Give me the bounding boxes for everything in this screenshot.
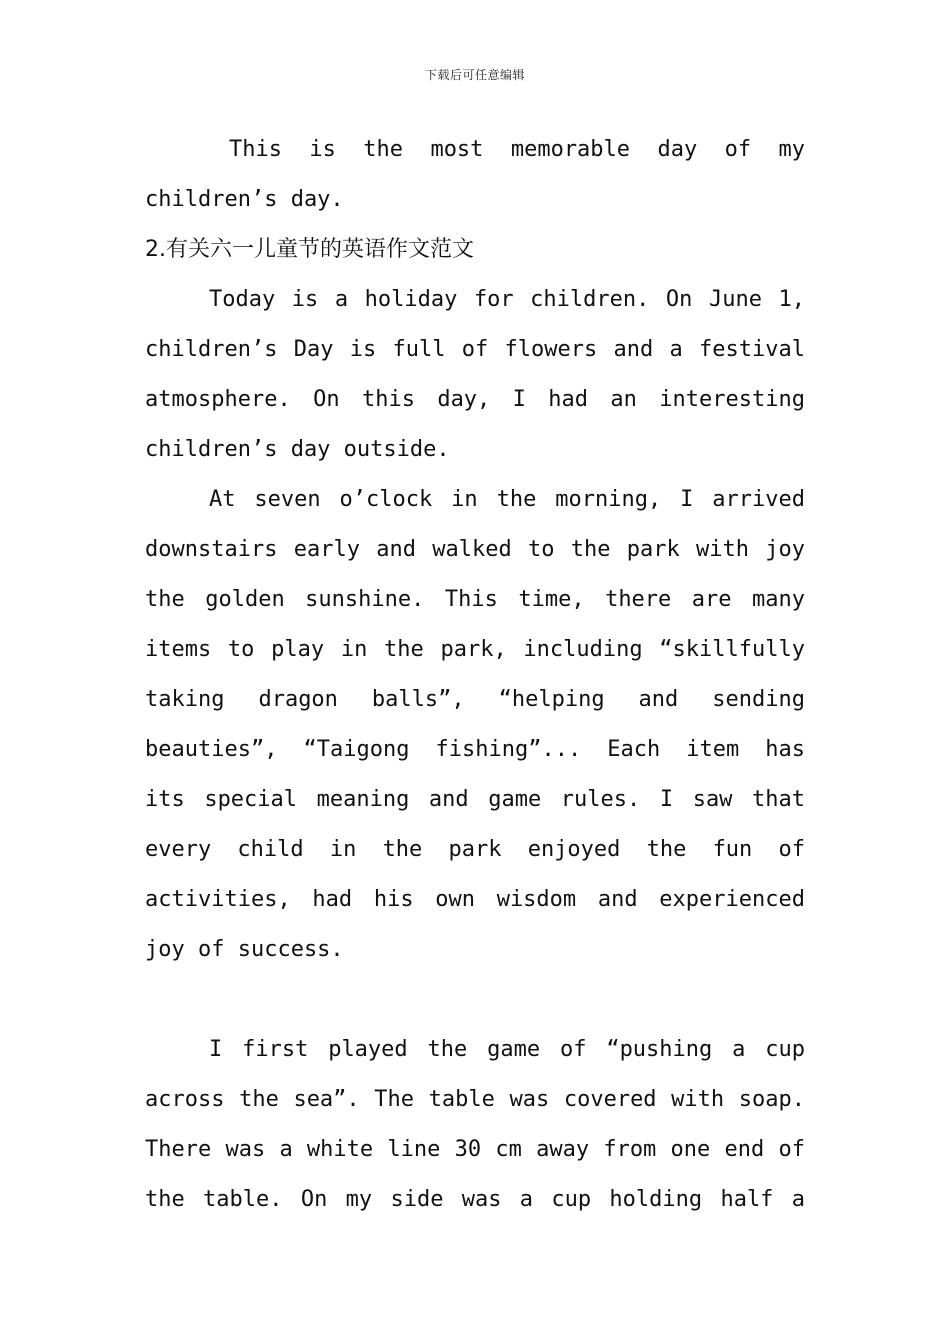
blank-line — [145, 975, 805, 1025]
paragraph-line: joy of success. — [145, 937, 344, 962]
paragraph-line: the table. On my side was a cup holding half a — [145, 1187, 805, 1212]
paragraph-line: children’s day outside. — [145, 437, 450, 462]
paragraph-line: I first played the game of “pushing a cup — [209, 1037, 805, 1062]
paragraph-line: This is the most memorable day of my — [229, 137, 805, 162]
paragraph-line: atmosphere. On this day, I had an interesting — [145, 387, 805, 412]
section-heading: 2.有关六一儿童节的英语作文范文 — [145, 237, 474, 262]
paragraph-line: children’s day. — [145, 187, 344, 212]
paragraph-line: its special meaning and game rules. I saw that — [145, 787, 805, 812]
paragraph-line: activities, had his own wisdom and experienced — [145, 887, 805, 912]
paragraph-line: taking dragon balls”, “helping and sending — [145, 687, 805, 712]
paragraph-line: At seven o’clock in the morning, I arrived — [209, 487, 805, 512]
paragraph-line: downstairs early and walked to the park with joy — [145, 537, 805, 562]
paragraph-line: Today is a holiday for children. On June 1, — [209, 287, 805, 312]
paragraph-line: beauties”, “Taigong fishing”... Each item has — [145, 737, 805, 762]
paragraph-line: There was a white line 30 cm away from one end of — [145, 1137, 805, 1162]
paragraph-line: every child in the park enjoyed the fun of — [145, 837, 805, 862]
header-note: 下载后可任意编辑 — [424, 68, 525, 82]
document-body — [145, 125, 805, 1225]
paragraph-line: children’s Day is full of flowers and a festival — [145, 337, 805, 362]
paragraph-line: items to play in the park, including “skillfully — [145, 637, 805, 662]
paragraph-line: the golden sunshine. This time, there are many — [145, 587, 805, 612]
paragraph-line: across the sea”. The table was covered with soap. — [145, 1087, 805, 1112]
